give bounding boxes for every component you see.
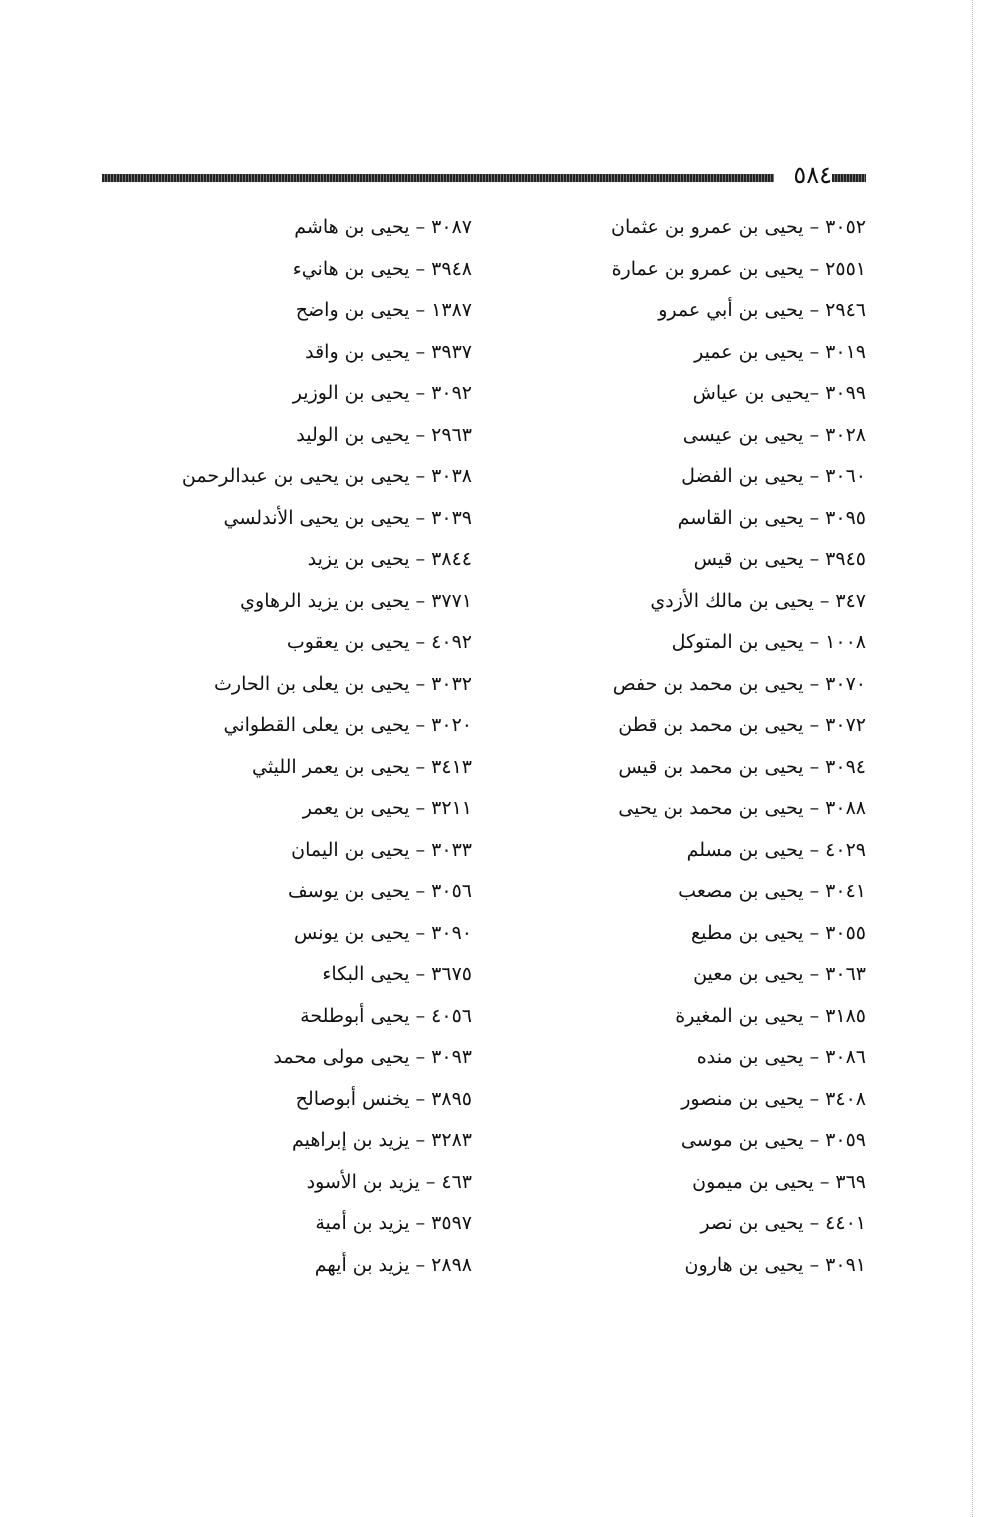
index-entry: ٣٠٤١ – يحيى بن مصعب [678, 880, 866, 902]
index-entry: ٣٠٩١ – يحيى بن هارون [684, 1253, 866, 1276]
index-entry: ٤٦٣ – يزيد بن الأسود [306, 1170, 472, 1193]
index-entry: ٣٠٣٩ – يحيى بن يحيى الأندلسي [223, 506, 472, 529]
index-entry: ٤٠٥٦ – يحيى أبوطلحة [300, 1004, 472, 1027]
index-entry: ٣٠٨٧ – يحيى بن هاشم [294, 216, 472, 238]
page-edge-line [972, 0, 974, 1517]
index-entry: ٣٠٣٣ – يحيى بن اليمان [291, 838, 472, 861]
index-entry: ٣٠٥٦ – يحيى بن يوسف [287, 880, 472, 902]
index-entry: ١٠٠٨ – يحيى بن المتوكل [671, 631, 866, 653]
index-entry: ٣٠٩٥ – يحيى بن القاسم [677, 506, 866, 529]
index-entry: ٣٤٠٨ – يحيى بن منصور [681, 1087, 866, 1110]
index-entry: ٣٠٢٠ – يحيى بن يعلى القطواني [223, 714, 472, 736]
index-entry: ٣١٨٥ – يحيى بن المغيرة [675, 1004, 866, 1027]
index-entry: ٣٠٩٣ – يحيى مولى محمد [273, 1046, 472, 1068]
index-entry: ٣٧٧١ – يحيى بن يزيد الرهاوي [240, 589, 472, 612]
header-rule-tail [832, 174, 866, 182]
index-entry: ٣٠٢٨ – يحيى بن عيسى [682, 423, 866, 446]
index-entry: ٣٠٦٠ – يحيى بن الفضل [681, 465, 866, 487]
index-entry: ٣٦٧٥ – يحيى البكاء [322, 963, 472, 985]
index-entry: ٣٤١٣ – يحيى بن يعمر الليثي [252, 755, 472, 778]
index-entry: ٣٠٨٨ – يحيى بن محمد بن يحيى [618, 797, 866, 819]
index-entry: ٣٠٥٢ – يحيى بن عمرو بن عثمان [611, 216, 866, 238]
index-entry: ٣٩٣٧ – يحيى بن واقد [305, 340, 472, 363]
index-entry: ٢٥٥١ – يحيى بن عمرو بن عمارة [611, 257, 866, 280]
index-entry: ٤٠٩٢ – يحيى بن يعقوب [286, 631, 472, 653]
index-entry: ٣٢١١ – يحيى بن يعمر [302, 797, 472, 819]
index-column-left [142, 207, 472, 1286]
index-entry: ٣٢٨٣ – يزيد بن إبراهيم [292, 1129, 472, 1151]
index-entry: ٣٦٩ – يحيى بن ميمون [692, 1170, 866, 1193]
index-entry: ٣٤٧ – يحيى بن مالك الأزدي [650, 589, 866, 612]
index-entry: ٣٠٣٢ – يحيى بن يعلى بن الحارث [214, 672, 472, 695]
index-entry: ٣٩٤٥ – يحيى بن قيس [693, 548, 866, 570]
index-entry: ٣٩٤٨ – يحيى بن هانيء [292, 257, 472, 280]
index-entry: ١٣٨٧ – يحيى بن واضح [295, 299, 472, 321]
index-entry: ٣٠١٩ – يحيى بن عمير [694, 340, 866, 363]
index-entry: ٣٠٣٨ – يحيى بن يحيى بن عبدالرحمن [181, 465, 472, 487]
index-entry: ٢٨٩٨ – يزيد بن أيهم [314, 1253, 472, 1276]
index-entry: ٣٠٧٢ – يحيى بن محمد بن قطن [618, 714, 866, 736]
index-entry: ٣٨٩٥ – يخنس أبوصالح [295, 1087, 472, 1110]
index-entry: ٢٩٦٣ – يحيى بن الوليد [296, 423, 472, 446]
index-entry: ٣٠٩٤ – يحيى بن محمد بن قيس [618, 755, 866, 778]
page-number: ٥٨٤ [793, 161, 832, 189]
index-entry: ٣٨٤٤ – يحيى بن يزيد [307, 548, 472, 570]
index-entry: ٣٠٩٠ – يحيى بن يونس [294, 921, 472, 944]
index-entry: ٣٠٦٣ – يحيى بن معين [693, 963, 866, 985]
index-entry: ٣٠٩٢ – يحيى بن الوزير [292, 382, 472, 404]
page-header [102, 161, 866, 190]
index-entry: ٣٠٧٠ – يحيى بن محمد بن حفص [612, 672, 866, 695]
index-entry: ٣٠٥٥ – يحيى بن مطيع [691, 921, 866, 944]
index-entry: ٤٠٢٩ – يحيى بن مسلم [686, 838, 866, 861]
index-entry: ٣٠٩٩ –يحيى بن عياش [692, 382, 866, 404]
index-column-right [566, 207, 866, 1286]
index-entry: ٣٥٩٧ – يزيد بن أمية [315, 1212, 472, 1234]
index-entry: ٣٠٥٩ – يحيى بن موسى [680, 1129, 866, 1151]
header-rule [102, 174, 774, 182]
index-entry: ٤٤٠١ – يحيى بن نصر [700, 1212, 866, 1234]
index-entry: ٣٠٨٦ – يحيى بن منده [696, 1046, 866, 1068]
index-entry: ٢٩٤٦ – يحيى بن أبي عمرو [658, 299, 866, 321]
